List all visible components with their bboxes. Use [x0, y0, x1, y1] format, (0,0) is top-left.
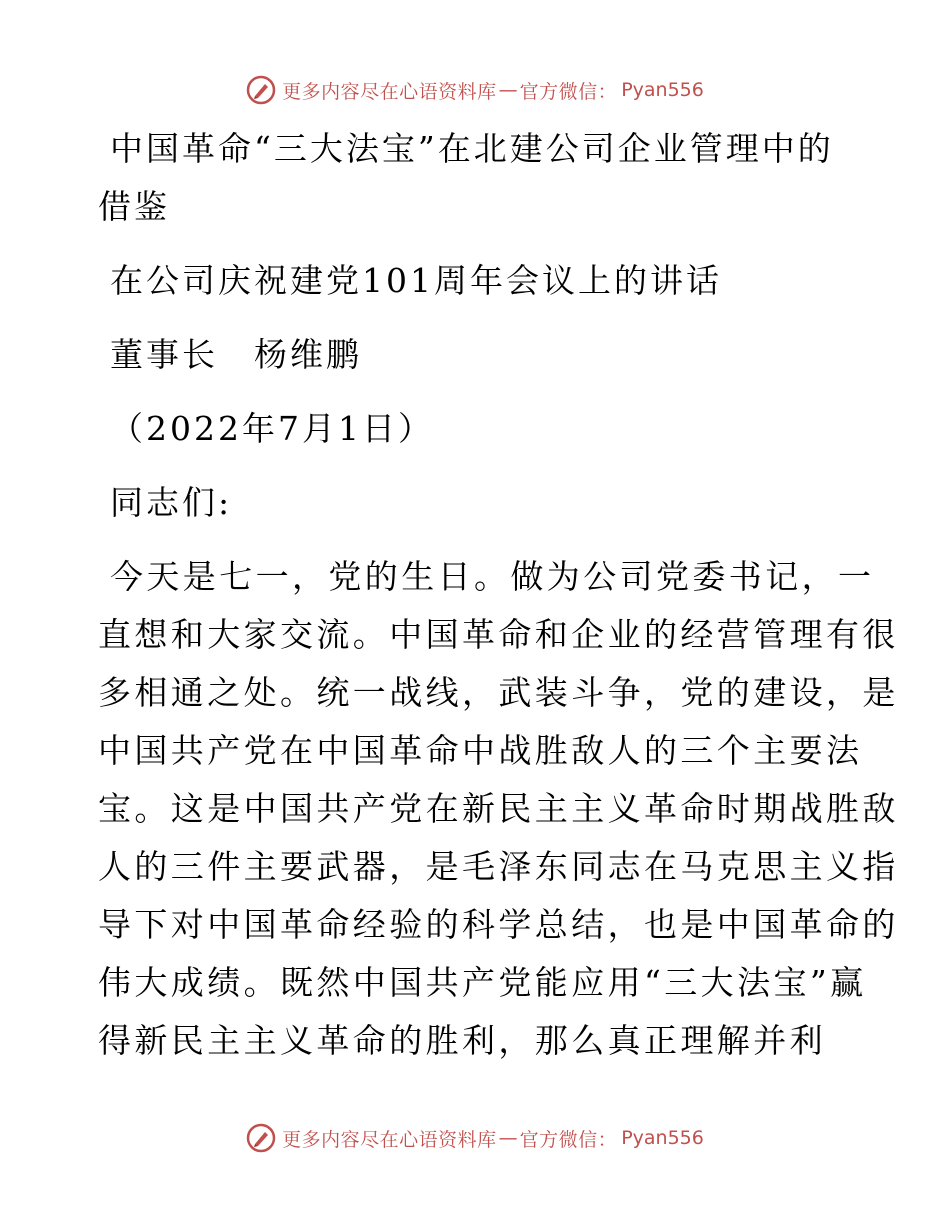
pen-logo-icon [246, 1123, 276, 1153]
watermark-dash: — [498, 1127, 518, 1149]
body-line: 宝。这是中国共产党在新民主主义革命时期战胜敌 [98, 789, 899, 828]
watermark-contact-label: 官方微信： [519, 80, 618, 103]
body-line: 今天是七一，党的生日。做为公司党委书记，一 [110, 557, 875, 596]
body-line: 得新民主主义革命的胜利，那么真正理解并利 [98, 1021, 826, 1060]
watermark-contact-id: Pyan556 [621, 1127, 704, 1149]
watermark-dash: — [498, 79, 518, 101]
pen-logo-icon [246, 75, 276, 105]
body-line: 导下对中国革命经验的科学总结，也是中国革命的 [98, 905, 899, 944]
body-line: 中国共产党在中国革命中战胜敌人的三个主要法 [98, 731, 863, 770]
body-paragraph [98, 548, 899, 1070]
watermark-text: 更多内容尽在心语资料库 [282, 80, 497, 103]
body-line: 伟大成绩。既然中国共产党能应用“三大法宝”赢 [98, 963, 867, 1002]
watermark-contact-label: 官方微信： [519, 1128, 618, 1151]
footer-watermark [0, 1118, 950, 1158]
header-watermark [0, 70, 950, 110]
document-title-line-1: 中国革命“三大法宝”在北建公司企业管理中的 [110, 129, 834, 168]
body-line: 多相通之处。统一战线，武装斗争，党的建设，是 [98, 673, 899, 712]
document-title-line-2: 借鉴 [98, 187, 170, 226]
speech-subtitle: 在公司庆祝建党101周年会议上的讲话 [110, 261, 722, 300]
body-line: 人的三件主要武器，是毛泽东同志在马克思主义指 [98, 847, 899, 886]
salutation: 同志们: [110, 483, 233, 522]
watermark-text: 更多内容尽在心语资料库 [282, 1128, 497, 1151]
speech-date: （2022年7月1日） [110, 409, 434, 448]
speaker-name: 董事长 杨维鹏 [110, 335, 362, 374]
document-body [98, 120, 899, 1070]
body-line: 直想和大家交流。中国革命和企业的经营管理有很 [98, 615, 899, 654]
watermark-contact-id: Pyan556 [621, 79, 704, 101]
